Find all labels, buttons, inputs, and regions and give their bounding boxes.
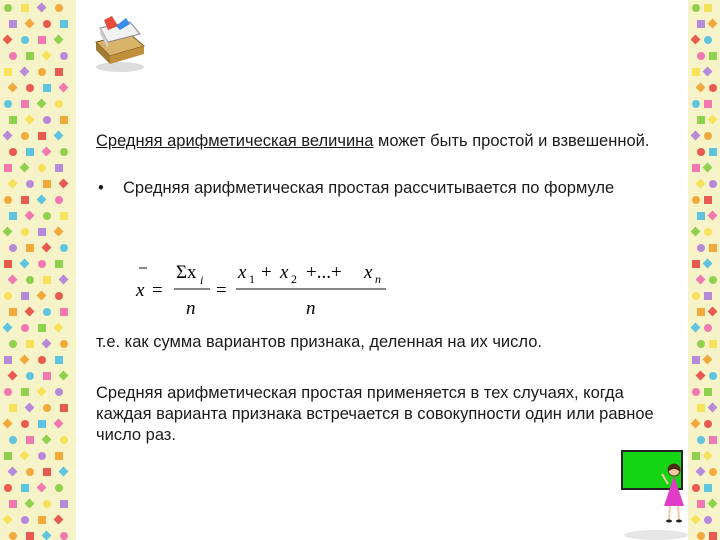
denominator-1: n: [186, 298, 196, 319]
border-ornament: [703, 451, 713, 461]
border-ornament: [25, 499, 35, 509]
border-ornament: [8, 179, 18, 189]
arithmetic-mean-formula: [128, 256, 398, 320]
underlined-term: Средняя арифметическая величина: [96, 132, 374, 150]
border-ornament: [696, 467, 706, 477]
border-ornament: [26, 84, 34, 92]
border-ornament: [38, 516, 46, 524]
border-ornament: [43, 468, 51, 476]
border-ornament: [43, 212, 51, 220]
border-ornament: [692, 164, 700, 172]
num2-plus-1: +: [261, 262, 272, 283]
border-ornament: [696, 275, 706, 285]
border-ornament: [709, 52, 717, 60]
num2-xn-sub: n: [375, 272, 381, 286]
border-ornament: [38, 164, 46, 172]
border-ornament: [54, 131, 64, 141]
teacher-girl-icon: [660, 462, 688, 524]
border-ornament: [9, 116, 17, 124]
border-ornament: [20, 355, 30, 365]
border-ornament: [21, 324, 29, 332]
border-ornament: [709, 148, 717, 156]
border-ornament: [25, 19, 35, 29]
border-ornament: [25, 307, 35, 317]
border-ornament: [697, 52, 705, 60]
border-ornament: [25, 115, 35, 125]
border-ornament: [3, 227, 13, 237]
border-ornament: [4, 388, 12, 396]
border-ornament: [697, 308, 705, 316]
border-ornament: [21, 484, 29, 492]
border-ornament: [54, 35, 64, 45]
border-ornament: [55, 452, 63, 460]
border-ornament: [43, 180, 51, 188]
num2-x2-sub: 2: [291, 272, 297, 286]
border-ornament: [38, 260, 46, 268]
border-ornament: [708, 115, 718, 125]
border-ornament: [38, 452, 46, 460]
border-ornament: [42, 435, 52, 445]
border-ornament: [704, 420, 712, 428]
border-ornament: [9, 148, 17, 156]
border-ornament: [9, 340, 17, 348]
border-ornament: [704, 36, 712, 44]
border-ornament: [59, 83, 69, 93]
border-ornament: [42, 531, 52, 540]
border-ornament: [697, 500, 705, 508]
border-ornament: [42, 243, 52, 253]
border-ornament: [691, 515, 701, 525]
border-ornament: [21, 196, 29, 204]
border-ornament: [703, 67, 713, 77]
border-ornament: [709, 180, 717, 188]
border-ornament: [25, 211, 35, 221]
denominator-2: n: [306, 298, 316, 319]
lhs-x: x: [136, 280, 145, 301]
num2-x2: x: [280, 262, 289, 283]
border-ornament: [60, 532, 68, 540]
border-ornament: [697, 212, 705, 220]
border-ornament: [20, 67, 30, 77]
border-ornament: [21, 4, 29, 12]
equals-1: =: [152, 280, 163, 301]
border-ornament: [54, 419, 64, 429]
bullet-item: [96, 178, 643, 199]
paragraph-explanation: т.е. как сумма вариантов признака, деленная на их число.: [96, 333, 542, 351]
border-ornament: [42, 339, 52, 349]
num2-plus-2: +...+: [306, 262, 342, 283]
border-ornament: [709, 276, 717, 284]
border-ornament: [37, 99, 47, 109]
border-ornament: [43, 404, 51, 412]
border-ornament: [704, 196, 712, 204]
border-ornament: [696, 83, 706, 93]
border-ornament: [697, 20, 705, 28]
border-ornament: [60, 148, 68, 156]
border-ornament: [43, 276, 51, 284]
border-ornament: [26, 372, 34, 380]
decorative-border-right: [688, 0, 720, 540]
border-ornament: [704, 516, 712, 524]
border-ornament: [59, 371, 69, 381]
border-ornament: [692, 4, 700, 12]
decorative-border-left: [0, 0, 76, 540]
border-ornament: [38, 132, 46, 140]
border-ornament: [4, 100, 12, 108]
border-ornament: [55, 68, 63, 76]
book-logo-icon: [90, 12, 148, 74]
border-ornament: [26, 468, 34, 476]
border-ornament: [704, 388, 712, 396]
border-ornament: [43, 372, 51, 380]
border-ornament: [704, 324, 712, 332]
border-ornament: [25, 403, 35, 413]
border-ornament: [697, 148, 705, 156]
border-ornament: [37, 3, 47, 13]
border-ornament: [4, 4, 12, 12]
border-ornament: [60, 52, 68, 60]
numerator-1: Σx: [176, 262, 197, 283]
border-ornament: [697, 404, 705, 412]
border-ornament: [9, 404, 17, 412]
border-ornament: [4, 356, 12, 364]
border-ornament: [55, 260, 63, 268]
border-ornament: [26, 244, 34, 252]
border-ornament: [20, 163, 30, 173]
border-ornament: [59, 179, 69, 189]
border-ornament: [20, 259, 30, 269]
border-ornament: [4, 260, 12, 268]
border-ornament: [43, 116, 51, 124]
border-ornament: [709, 244, 717, 252]
border-ornament: [697, 532, 705, 540]
border-ornament: [38, 228, 46, 236]
border-ornament: [704, 228, 712, 236]
border-ornament: [4, 164, 12, 172]
equals-2: =: [216, 280, 227, 301]
border-ornament: [43, 84, 51, 92]
border-ornament: [54, 323, 64, 333]
border-ornament: [38, 68, 46, 76]
border-ornament: [3, 323, 13, 333]
border-ornament: [55, 292, 63, 300]
border-ornament: [692, 260, 700, 268]
border-ornament: [9, 436, 17, 444]
border-ornament: [692, 196, 700, 204]
border-ornament: [704, 484, 712, 492]
border-ornament: [708, 307, 718, 317]
border-ornament: [26, 180, 34, 188]
border-ornament: [42, 147, 52, 157]
paragraph-usage: Средняя арифметическая простая применяется в тех случаях, когда каждая варианта признака встречается в совокупности один или равное число раз.: [96, 384, 654, 444]
border-ornament: [37, 291, 47, 301]
border-ornament: [709, 340, 717, 348]
border-ornament: [60, 244, 68, 252]
border-ornament: [692, 100, 700, 108]
num2-xn: x: [364, 262, 373, 283]
border-ornament: [60, 436, 68, 444]
border-ornament: [697, 116, 705, 124]
border-ornament: [21, 420, 29, 428]
border-ornament: [26, 340, 34, 348]
border-ornament: [4, 68, 12, 76]
border-ornament: [55, 196, 63, 204]
border-ornament: [55, 388, 63, 396]
border-ornament: [703, 259, 713, 269]
num2-x1-sub: 1: [249, 272, 255, 286]
border-ornament: [54, 227, 64, 237]
border-ornament: [26, 52, 34, 60]
border-ornament: [3, 131, 13, 141]
border-ornament: [692, 292, 700, 300]
border-ornament: [21, 228, 29, 236]
border-ornament: [4, 196, 12, 204]
border-ornament: [696, 371, 706, 381]
border-ornament: [709, 436, 717, 444]
border-ornament: [692, 484, 700, 492]
border-ornament: [38, 324, 46, 332]
border-ornament: [696, 179, 706, 189]
border-ornament: [60, 500, 68, 508]
border-ornament: [42, 51, 52, 61]
border-ornament: [9, 308, 17, 316]
border-ornament: [704, 132, 712, 140]
border-ornament: [21, 292, 29, 300]
border-ornament: [4, 452, 12, 460]
border-ornament: [55, 100, 63, 108]
border-ornament: [708, 403, 718, 413]
border-ornament: [692, 68, 700, 76]
border-ornament: [692, 452, 700, 460]
border-ornament: [55, 164, 63, 172]
border-ornament: [3, 419, 13, 429]
border-ornament: [703, 355, 713, 365]
border-ornament: [37, 387, 47, 397]
border-ornament: [59, 275, 69, 285]
border-ornament: [9, 52, 17, 60]
border-ornament: [38, 356, 46, 364]
border-ornament: [697, 244, 705, 252]
border-ornament: [60, 404, 68, 412]
border-ornament: [54, 515, 64, 525]
border-ornament: [9, 500, 17, 508]
border-ornament: [60, 308, 68, 316]
border-ornament: [9, 244, 17, 252]
border-ornament: [8, 83, 18, 93]
border-ornament: [703, 163, 713, 173]
border-ornament: [21, 516, 29, 524]
border-ornament: [3, 515, 13, 525]
border-ornament: [709, 84, 717, 92]
border-ornament: [37, 483, 47, 493]
border-ornament: [8, 371, 18, 381]
border-ornament: [8, 275, 18, 285]
border-ornament: [709, 468, 717, 476]
border-ornament: [691, 35, 701, 45]
border-ornament: [704, 292, 712, 300]
border-ornament: [26, 532, 34, 540]
border-ornament: [704, 4, 712, 12]
paragraph-simple-weighted: [96, 131, 676, 152]
border-ornament: [8, 467, 18, 477]
border-ornament: [60, 20, 68, 28]
border-ornament: [55, 4, 63, 12]
border-ornament: [692, 356, 700, 364]
border-ornament: [9, 532, 17, 540]
border-ornament: [692, 388, 700, 396]
border-ornament: [55, 484, 63, 492]
border-ornament: [709, 372, 717, 380]
border-ornament: [26, 148, 34, 156]
border-ornament: [21, 100, 29, 108]
border-ornament: [691, 131, 701, 141]
border-ornament: [21, 388, 29, 396]
border-ornament: [38, 420, 46, 428]
border-ornament: [55, 356, 63, 364]
teacher-shadow: [624, 530, 688, 540]
border-ornament: [691, 323, 701, 333]
border-ornament: [21, 36, 29, 44]
num2-x1: x: [238, 262, 247, 283]
bullet-text: Средняя арифметическая простая рассчитывается по формуле: [123, 179, 615, 197]
border-ornament: [4, 484, 12, 492]
border-ornament: [708, 211, 718, 221]
paragraph-1-rest: может быть простой и взвешенной.: [373, 132, 650, 150]
border-ornament: [43, 308, 51, 316]
border-ornament: [43, 500, 51, 508]
border-ornament: [691, 227, 701, 237]
border-ornament: [20, 451, 30, 461]
border-ornament: [43, 20, 51, 28]
border-ornament: [9, 20, 17, 28]
border-ornament: [697, 340, 705, 348]
border-ornament: [708, 19, 718, 29]
bullet-mark: •: [98, 179, 104, 197]
border-ornament: [37, 195, 47, 205]
border-ornament: [26, 436, 34, 444]
border-ornament: [708, 499, 718, 509]
border-ornament: [60, 212, 68, 220]
border-ornament: [60, 340, 68, 348]
border-ornament: [709, 532, 717, 540]
border-ornament: [697, 436, 705, 444]
border-ornament: [59, 467, 69, 477]
border-ornament: [38, 36, 46, 44]
border-ornament: [691, 419, 701, 429]
border-ornament: [3, 35, 13, 45]
border-ornament: [704, 100, 712, 108]
border-ornament: [9, 212, 17, 220]
border-ornament: [4, 292, 12, 300]
border-ornament: [26, 276, 34, 284]
border-ornament: [21, 132, 29, 140]
numerator-1-sub: i: [200, 273, 204, 287]
border-ornament: [60, 116, 68, 124]
